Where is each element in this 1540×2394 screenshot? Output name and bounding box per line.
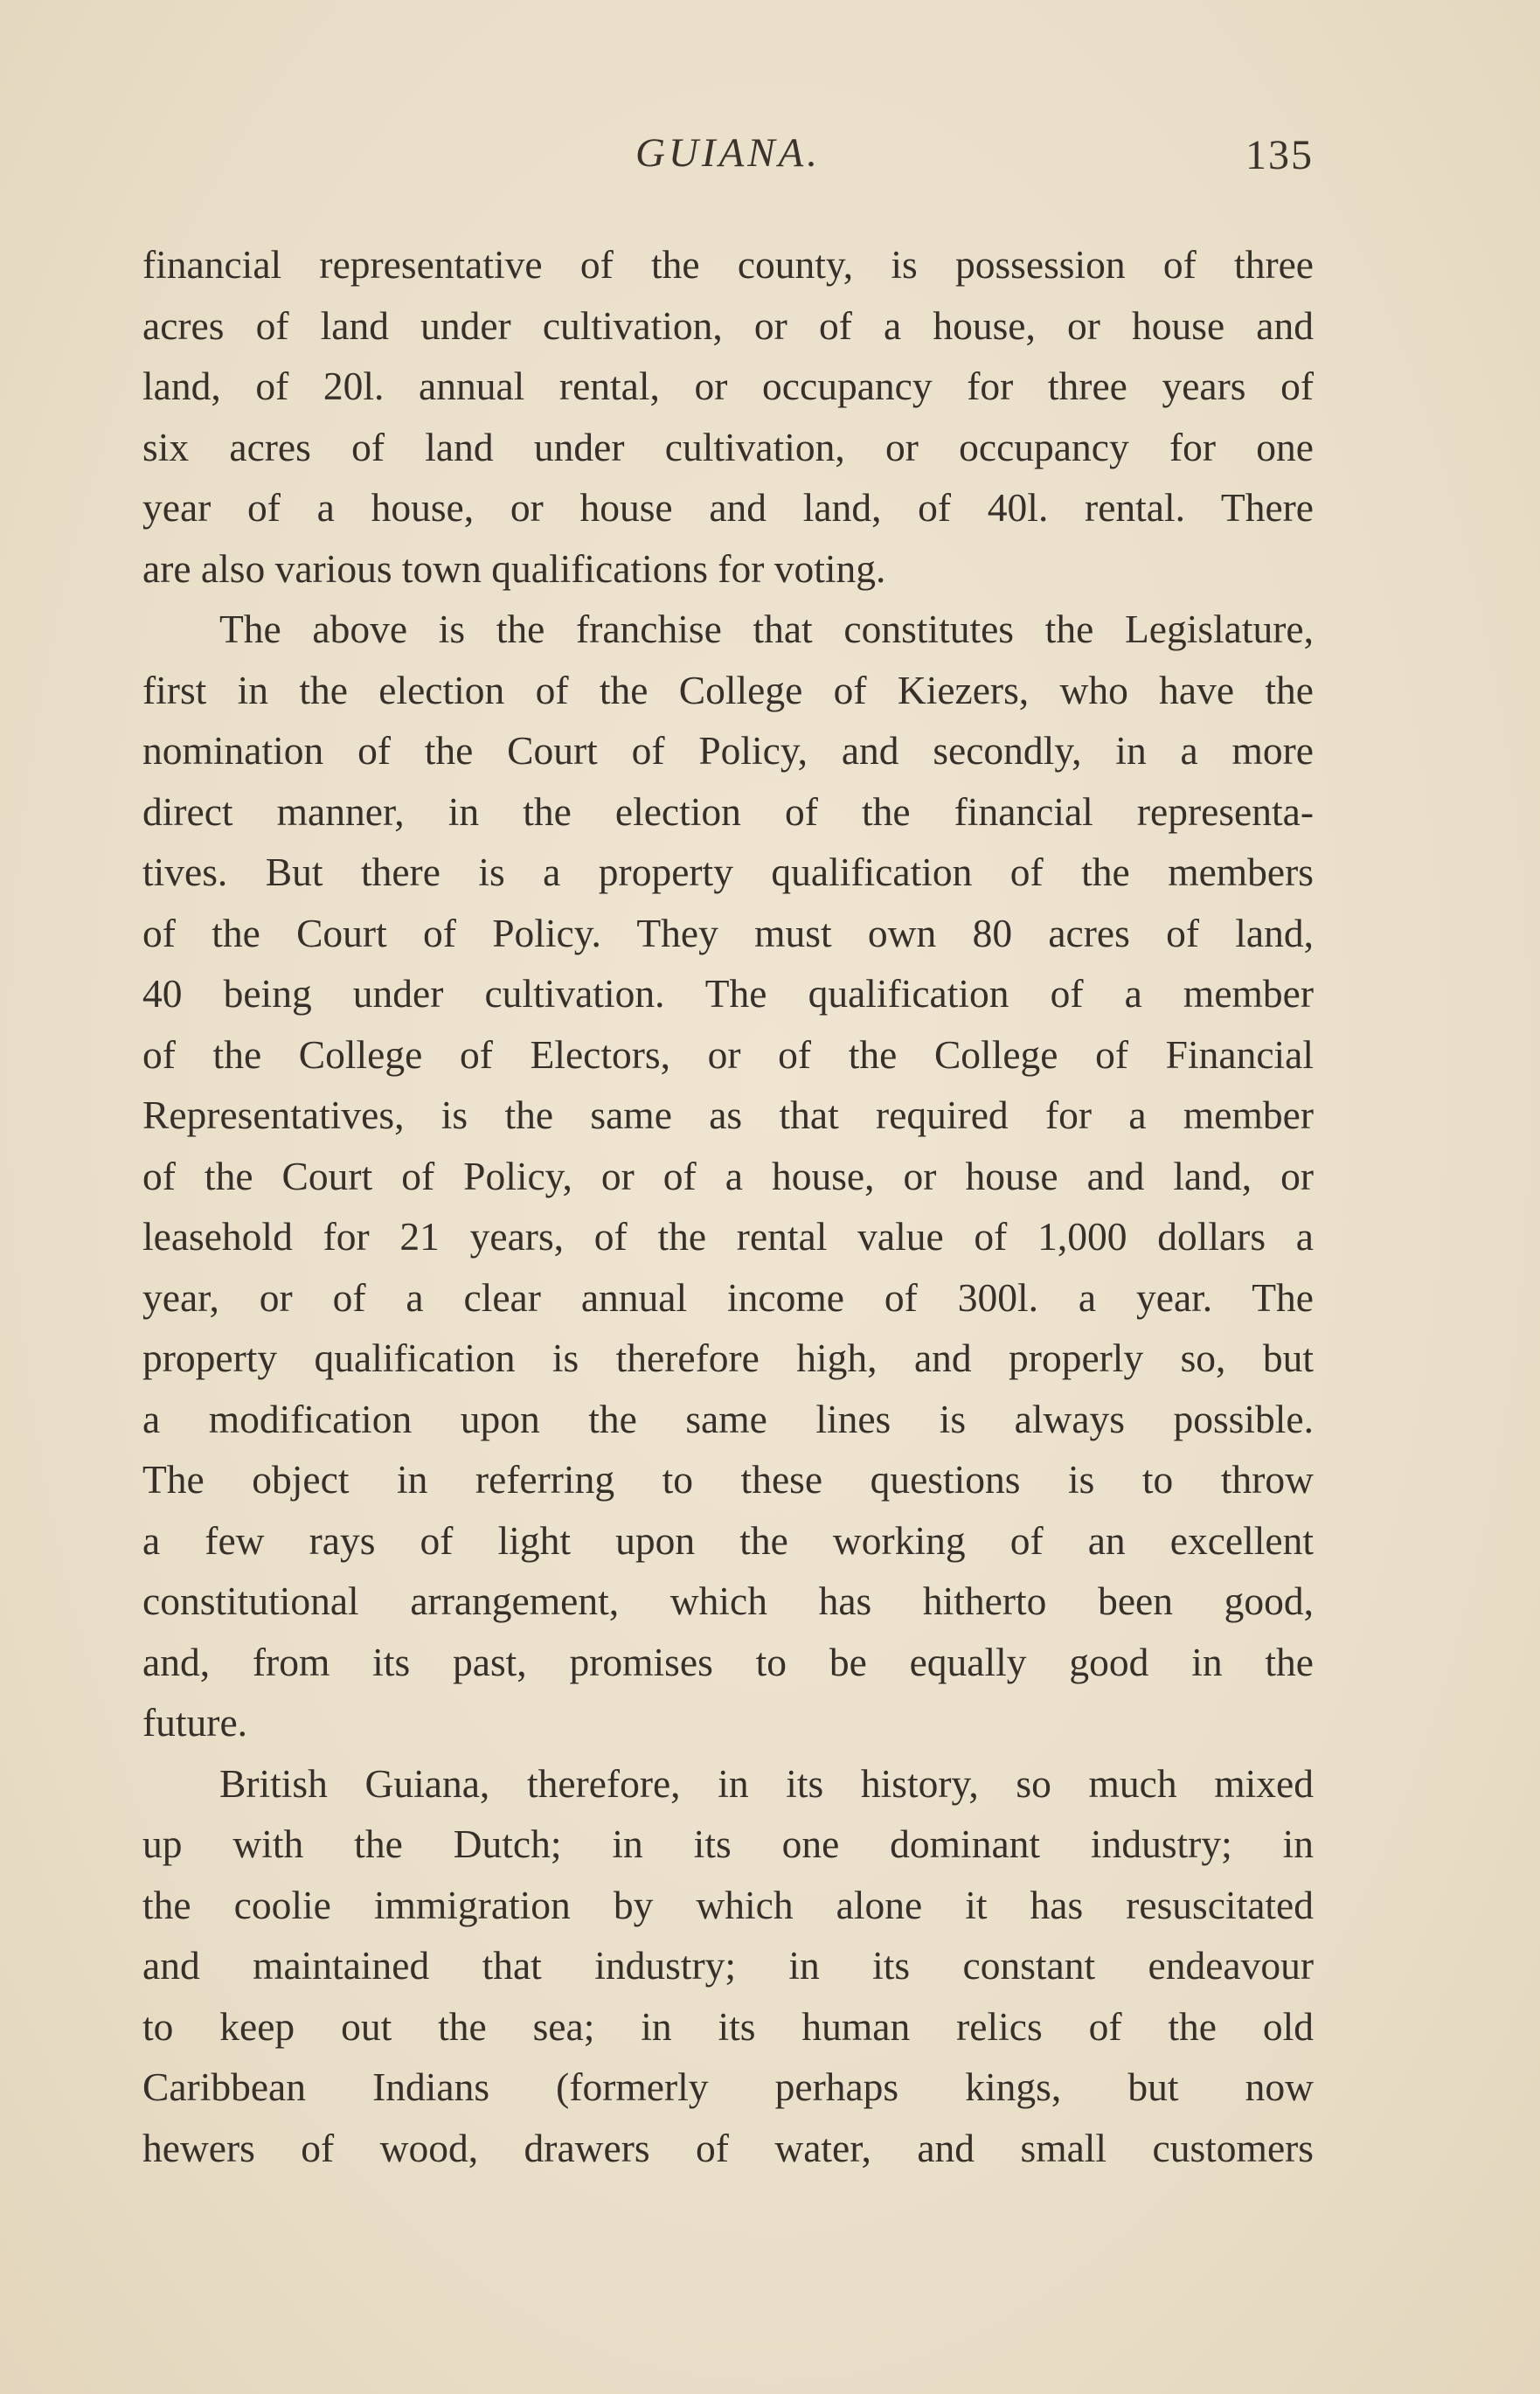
text-line: leasehold for 21 years, of the rental value of 1,000 dollars a	[142, 1214, 1314, 1259]
text-line: a few rays of light upon the working of an excellent	[142, 1517, 1314, 1563]
text-line: of the College of Electors, or of the College of Financial	[142, 1031, 1314, 1077]
text-line: acres of land under cultivation, or of a house, or house and	[142, 302, 1314, 348]
text-line: financial representative of the county, is possession of three	[142, 242, 1314, 287]
text-line: 40 being under cultivation. The qualification of a member	[142, 971, 1314, 1016]
paragraph-first-line: The above is the franchise that constitutes the Legislature,	[219, 607, 1314, 651]
text-line: of the Court of Policy. They must own 80 acres of land,	[142, 910, 1314, 955]
text-line: year of a house, or house and land, of 40l. rental. There	[142, 485, 1314, 530]
body-text	[142, 234, 1314, 2178]
text-line: and, from its past, promises to be equally good in the	[142, 1639, 1314, 1684]
running-head	[142, 129, 1314, 191]
text-line: to keep out the sea; in its human relics of the old	[142, 2003, 1314, 2049]
text-line: nomination of the Court of Policy, and secondly, in a more	[142, 728, 1314, 773]
paragraph-first-line: British Guiana, therefore, in its history, so much mixed	[219, 1760, 1314, 1806]
running-head-title: GUIANA.	[635, 130, 822, 176]
text-line: Representatives, is the same as that required for a member	[142, 1093, 1314, 1137]
text-line: are also various town qualifications for voting.	[142, 545, 886, 591]
text-line: of the Court of Policy, or of a house, or house and land, or	[142, 1153, 1314, 1198]
text-line: land, of 20l. annual rental, or occupancy for three years of	[142, 364, 1314, 408]
text-line: up with the Dutch; in its one dominant industry; in	[142, 1822, 1314, 1866]
text-line: and maintained that industry; in its constant endeavour	[142, 1943, 1314, 1988]
text-line: The object in referring to these questions is to throw	[142, 1457, 1314, 1502]
text-line: tives. But there is a property qualification of the members	[142, 850, 1314, 894]
text-line: Caribbean Indians (formerly perhaps kings, but now	[142, 2064, 1314, 2109]
text-line: a modification upon the same lines is always possible.	[142, 1396, 1314, 1441]
page-number: 135	[1245, 132, 1314, 178]
text-line: six acres of land under cultivation, or occupancy for one	[142, 424, 1314, 469]
text-line: hewers of wood, drawers of water, and small customers	[142, 2125, 1314, 2170]
text-line: property qualification is therefore high, and properly so, but	[142, 1336, 1314, 1380]
text-line: constitutional arrangement, which has hitherto been good,	[142, 1579, 1314, 1623]
text-line: the coolie immigration by which alone it has resuscitated	[142, 1882, 1314, 1927]
text-line: year, or of a clear annual income of 300l. a year. The	[142, 1274, 1314, 1320]
text-line: future.	[142, 1700, 248, 1745]
text-line: first in the election of the College of Kiezers, who have the	[142, 667, 1314, 712]
text-line: direct manner, in the election of the financial representa-	[142, 788, 1314, 834]
